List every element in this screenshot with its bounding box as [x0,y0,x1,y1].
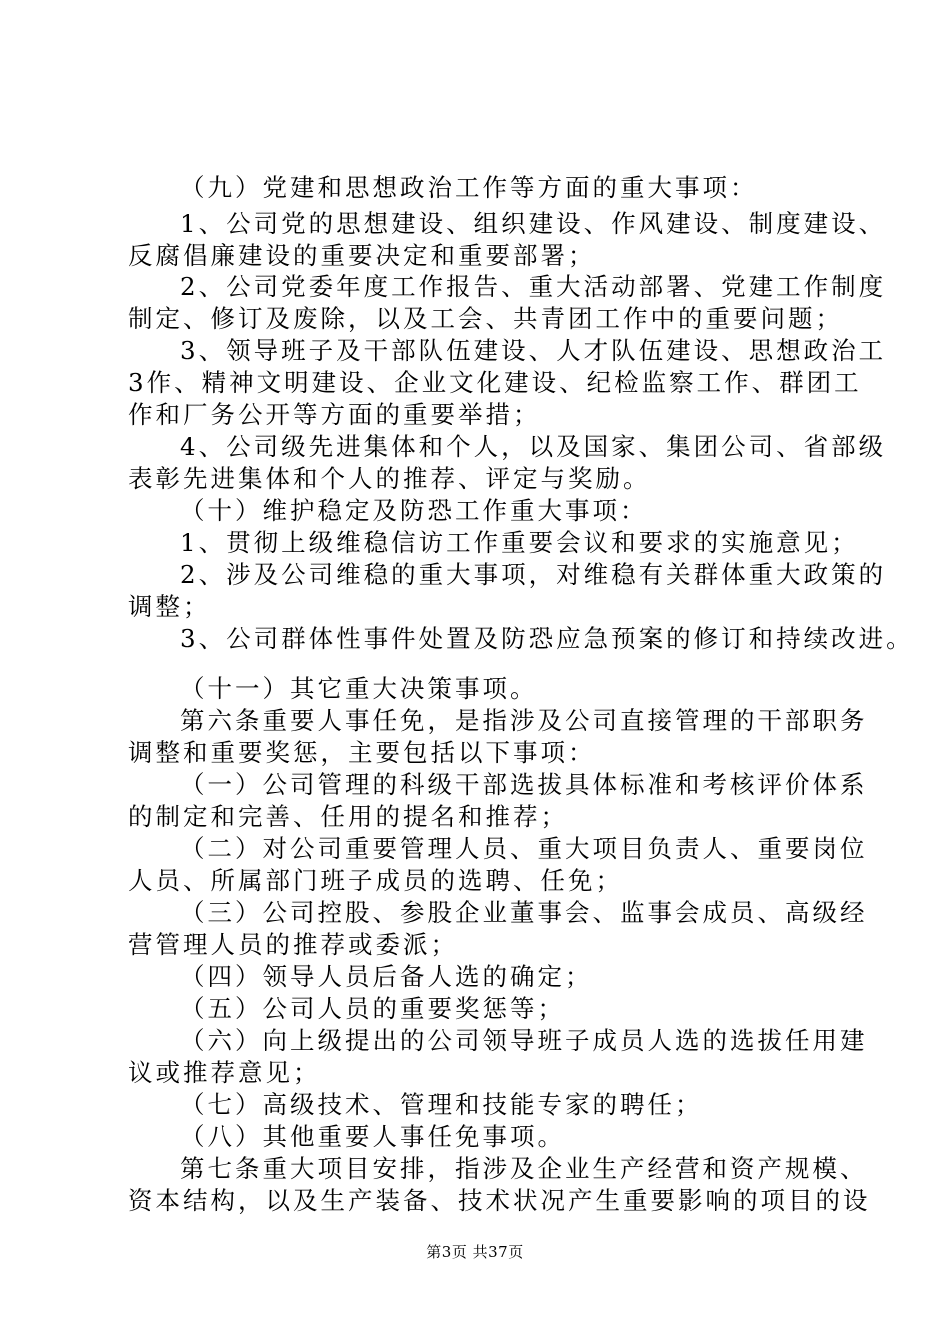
text-line: （五）公司人员的重要奖惩等； [180,994,565,1023]
text-line: 3作、精神文明建设、企业文化建设、纪检监察工作、群团工 [128,368,862,397]
text-line: 人员、所属部门班子成员的选聘、任免； [128,866,623,895]
text-line: （一）公司管理的科级干部选拔具体标准和考核评价体系 [180,770,868,799]
text-line: （十一）其它重大决策事项。 [180,674,538,703]
text-line: 1、贯彻上级维稳信访工作重要会议和要求的实施意见； [180,528,859,557]
text-line: 议或推荐意见； [128,1058,321,1087]
text-line: 2、涉及公司维稳的重大事项，对维稳有关群体重大政策的 [180,560,887,589]
text-line: 表彰先进集体和个人的推荐、评定与奖励。 [128,464,651,493]
page-number-footer: 第3页 共37页 [426,1243,524,1261]
text-line: 调整； [128,592,211,621]
text-line: 2、公司党委年度工作报告、重大活动部署、党建工作制度 [180,272,887,301]
text-line: 反腐倡廉建设的重要决定和重要部署； [128,241,596,270]
text-line: 营管理人员的推荐或委派； [128,930,458,959]
text-line: 的制定和完善、任用的提名和推荐； [128,802,568,831]
text-line: 第七条重大项目安排，指涉及企业生产经营和资产规模、 [180,1154,868,1183]
text-line: 3、领导班子及干部队伍建设、人才队伍建设、思想政治工 [180,336,887,365]
text-line: 1、公司党的思想建设、组织建设、作风建设、制度建设、 [180,209,887,238]
text-line: 第六条重要人事任免，是指涉及公司直接管理的干部职务 [180,706,868,735]
text-line: （三）公司控股、参股企业董事会、监事会成员、高级经 [180,898,868,927]
text-line: 作和厂务公开等方面的重要举措； [128,400,541,429]
text-line: 调整和重要奖惩，主要包括以下事项： [128,738,596,767]
text-line: （十）维护稳定及防恐工作重大事项： [180,496,648,525]
text-line: （二）对公司重要管理人员、重大项目负责人、重要岗位 [180,834,868,863]
text-line: （八）其他重要人事任免事项。 [180,1122,565,1151]
text-line: 3、公司群体性事件处置及防恐应急预案的修订和持续改进。 [180,624,914,653]
text-line: （四）领导人员后备人选的确定； [180,962,593,991]
text-line: （六）向上级提出的公司领导班子成员人选的选拔任用建 [180,1026,868,1055]
text-line: 资本结构，以及生产装备、技术状况产生重要影响的项目的设 [128,1186,871,1215]
text-line: 4、公司级先进集体和个人，以及国家、集团公司、省部级 [180,432,887,461]
text-line: 制定、修订及废除，以及工会、共青团工作中的重要问题； [128,304,843,333]
text-line: （九）党建和思想政治工作等方面的重大事项： [180,173,758,202]
text-line: （七）高级技术、管理和技能专家的聘任； [180,1090,703,1119]
